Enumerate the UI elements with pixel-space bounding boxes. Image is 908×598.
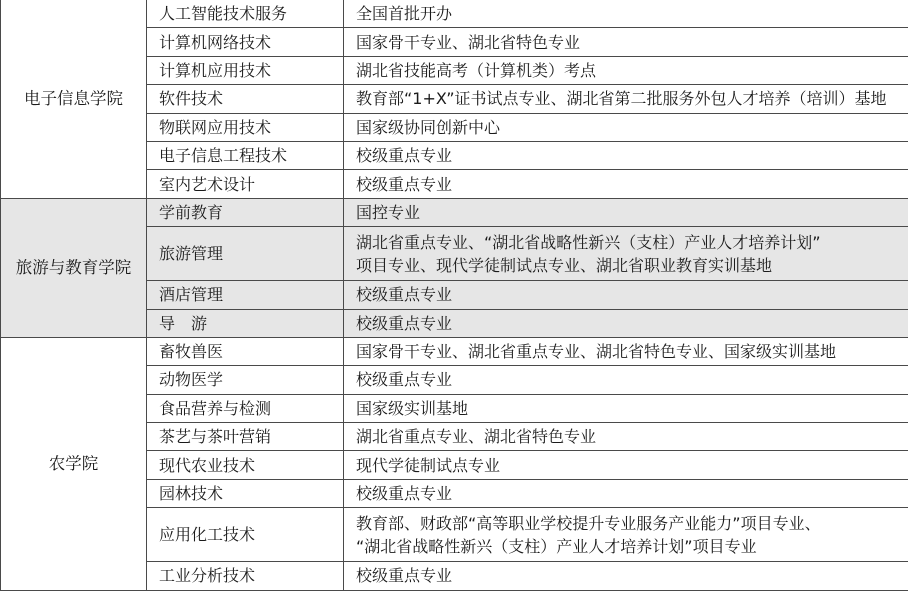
major-name: 食品营养与检测 xyxy=(147,394,344,422)
major-name: 工业分析技术 xyxy=(147,562,344,590)
major-note: 校级重点专业 xyxy=(344,366,908,394)
major-note: 湖北省技能高考（计算机类）考点 xyxy=(344,56,908,84)
major-name: 园林技术 xyxy=(147,479,344,507)
major-note: 湖北省重点专业、湖北省特色专业 xyxy=(344,423,908,451)
major-note: 校级重点专业 xyxy=(344,479,908,507)
table-row xyxy=(1,0,908,28)
note-line: 项目专业、现代学徒制试点专业、湖北省职业教育实训基地 xyxy=(356,255,773,275)
major-name: 人工智能技术服务 xyxy=(147,0,344,28)
major-note xyxy=(344,227,908,281)
college-name: 旅游与教育学院 xyxy=(1,198,147,337)
note-line: “湖北省战略性新兴（支柱）产业人才培养计划”项目专业 xyxy=(356,536,757,556)
major-note: 国家级协同创新中心 xyxy=(344,113,908,141)
major-name: 茶艺与茶叶营销 xyxy=(147,423,344,451)
major-note: 校级重点专业 xyxy=(344,141,908,169)
major-name: 电子信息工程技术 xyxy=(147,141,344,169)
major-name: 导 游 xyxy=(147,309,344,337)
note-line: 教育部、财政部“高等职业学校提升专业服务产业能力”项目专业、 xyxy=(356,513,821,533)
major-name: 软件技术 xyxy=(147,85,344,113)
major-name: 应用化工技术 xyxy=(147,508,344,562)
major-name: 现代农业技术 xyxy=(147,451,344,479)
major-name: 酒店管理 xyxy=(147,281,344,309)
major-note: 国控专业 xyxy=(344,198,908,226)
table-row xyxy=(1,198,908,226)
major-note: 国家级实训基地 xyxy=(344,394,908,422)
major-note: 校级重点专业 xyxy=(344,562,908,590)
major-note: 校级重点专业 xyxy=(344,309,908,337)
major-name: 计算机网络技术 xyxy=(147,28,344,56)
major-note: 教育部“1+X”证书试点专业、湖北省第二批服务外包人才培养（培训）基地 xyxy=(344,85,908,113)
major-name: 计算机应用技术 xyxy=(147,56,344,84)
major-name: 畜牧兽医 xyxy=(147,337,344,365)
college-name: 农学院 xyxy=(1,337,147,590)
note-line: 湖北省重点专业、“湖北省战略性新兴（支柱）产业人才培养计划” xyxy=(356,232,821,252)
major-note xyxy=(344,508,908,562)
major-note: 国家骨干专业、湖北省重点专业、湖北省特色专业、国家级实训基地 xyxy=(344,337,908,365)
majors-table-body xyxy=(1,0,908,590)
table-row xyxy=(1,337,908,365)
major-note: 现代学徒制试点专业 xyxy=(344,451,908,479)
major-note: 全国首批开办 xyxy=(344,0,908,28)
major-name: 动物医学 xyxy=(147,366,344,394)
major-note: 校级重点专业 xyxy=(344,281,908,309)
major-name: 学前教育 xyxy=(147,198,344,226)
major-name: 室内艺术设计 xyxy=(147,170,344,198)
college-name: 电子信息学院 xyxy=(1,0,147,198)
major-name: 旅游管理 xyxy=(147,227,344,281)
major-note: 校级重点专业 xyxy=(344,170,908,198)
major-name: 物联网应用技术 xyxy=(147,113,344,141)
major-note: 国家骨干专业、湖北省特色专业 xyxy=(344,28,908,56)
